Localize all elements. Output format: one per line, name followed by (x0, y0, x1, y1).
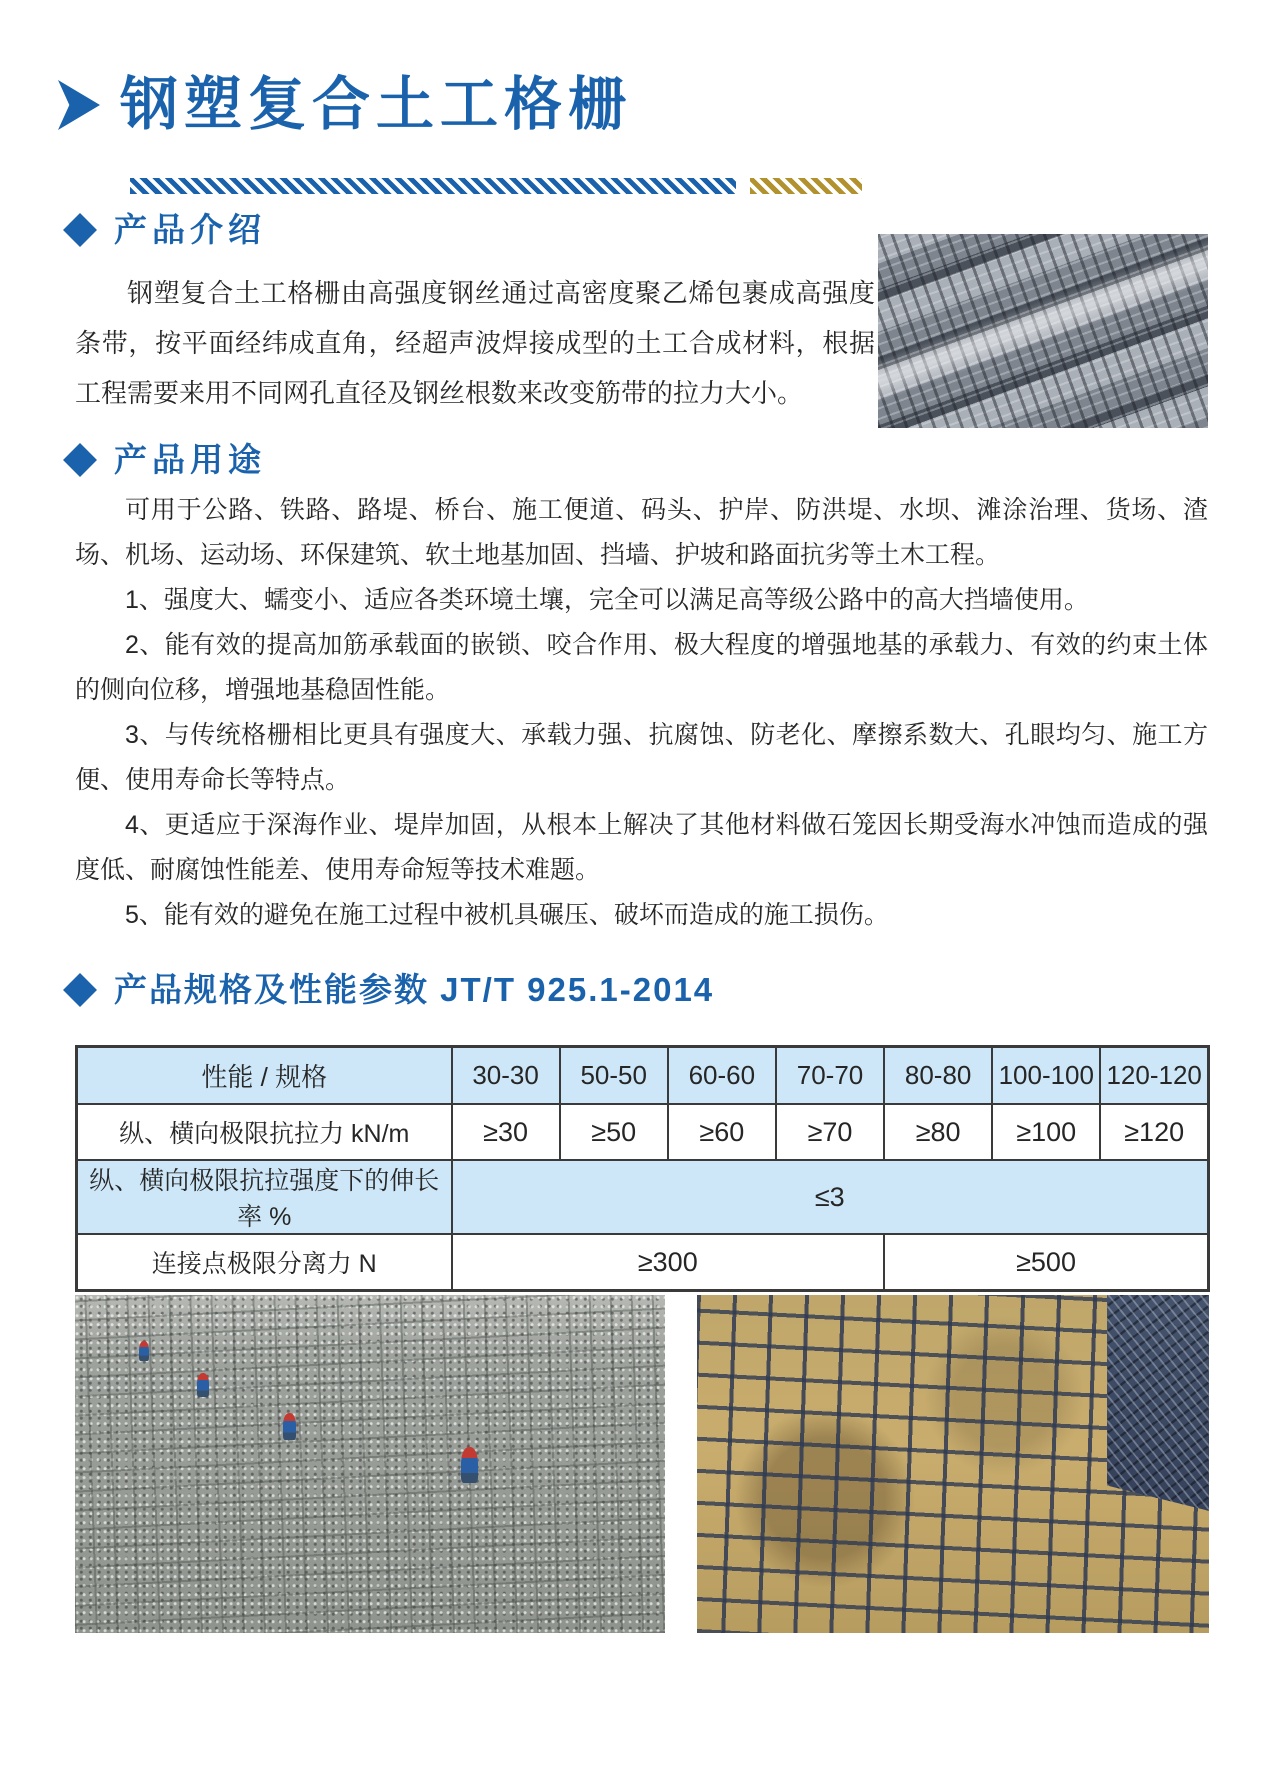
spec-col-header: 50-50 (560, 1047, 668, 1105)
spec-col-header: 60-60 (668, 1047, 776, 1105)
worker-figure (461, 1447, 478, 1483)
uses-body (75, 488, 1208, 938)
uses-item-2: 2、能有效的提高加筋承载面的嵌锁、咬合作用、极大程度的增强地基的承载力、有效的约束土体的侧向位移，增强地基稳固性能。 (75, 631, 1208, 704)
spec-col-header: 80-80 (884, 1047, 992, 1105)
spec-row-tensile (77, 1104, 1209, 1160)
spec-value: ≥60 (668, 1104, 776, 1160)
uses-item-3: 3、与传统格栅相比更具有强度大、承载力强、抗腐蚀、防老化、摩擦系数大、孔眼均匀、施工方便、使用寿命长等特点。 (75, 721, 1208, 794)
spec-value: ≥100 (992, 1104, 1100, 1160)
uses-lead-paragraph: 可用于公路、铁路、路堤、桥台、施工便道、码头、护岸、防洪堤、水坝、滩涂治理、货场、渣场、机场、运动场、环保建筑、软土地基加固、挡墙、护坡和路面抗劣等土木工程。 (75, 496, 1208, 569)
spec-value: ≥50 (560, 1104, 668, 1160)
spec-row-label: 纵、横向极限抗拉力 kN/m (77, 1104, 452, 1160)
section-title-uses: 产品用途 (114, 441, 266, 478)
spec-value: ≥80 (884, 1104, 992, 1160)
spec-table-header-row (77, 1047, 1209, 1105)
section-title-intro: 产品介绍 (114, 211, 266, 248)
section-header-uses (68, 442, 266, 478)
page-title: 钢塑复合土工格栅 (120, 72, 633, 137)
spec-value: ≥70 (776, 1104, 884, 1160)
uses-item-1: 1、强度大、蠕变小、适应各类环境土壤，完全可以满足高等级公路中的高大挡墙使用。 (125, 586, 1089, 614)
hatch-blue-segment (130, 178, 736, 194)
spec-value-merged: ≤3 (452, 1160, 1209, 1234)
spec-row-label: 纵、横向极限抗拉强度下的伸长率 % (77, 1160, 452, 1234)
spec-row-junction (77, 1234, 1209, 1291)
worker-figure (283, 1413, 296, 1440)
spec-col-header: 70-70 (776, 1047, 884, 1105)
diamond-icon (63, 973, 97, 1007)
spec-col-header: 100-100 (992, 1047, 1100, 1105)
construction-site-photo-left (75, 1295, 665, 1633)
section-header-specs (68, 972, 714, 1008)
page-title-row (58, 72, 633, 137)
spec-value: ≥120 (1100, 1104, 1208, 1160)
spec-table (75, 1045, 1210, 1292)
intro-paragraph: 钢塑复合土工格栅由高强度钢丝通过高密度聚乙烯包裹成高强度条带，按平面经纬成直角，经超声波焊接成型的土工合成材料，根据工程需要来用不同网孔直径及钢丝根数来改变筋带的拉力大小。 (75, 278, 875, 408)
decorative-hatch-rule (130, 178, 862, 194)
worker-figure (139, 1341, 149, 1361)
spec-value: ≥30 (452, 1104, 560, 1160)
diamond-icon (63, 443, 97, 477)
worker-figure (197, 1373, 209, 1397)
geogrid-installation-photo-right (697, 1295, 1209, 1633)
uses-item-4: 4、更适应于深海作业、堤岸加固，从根本上解决了其他材料做石笼因长期受海水冲蚀而造成的强度低、耐腐蚀性能差、使用寿命短等技术难题。 (75, 811, 1208, 884)
geogrid-roll-edge (1107, 1295, 1209, 1511)
geogrid-rolls-photo (878, 234, 1208, 428)
diamond-icon (63, 213, 97, 247)
arrow-right-icon (58, 80, 100, 130)
spec-value-merged: ≥500 (884, 1234, 1208, 1291)
spec-row-elongation (77, 1160, 1209, 1234)
section-header-intro (68, 212, 266, 248)
hatch-gold-segment (750, 178, 862, 194)
spec-row-label: 连接点极限分离力 N (77, 1234, 452, 1291)
uses-item-5: 5、能有效的避免在施工过程中被机具碾压、破坏而造成的施工损伤。 (125, 901, 889, 929)
spec-col-header: 性能 / 规格 (77, 1047, 452, 1105)
section-title-specs: 产品规格及性能参数 JT/T 925.1-2014 (114, 971, 715, 1008)
spec-value-merged: ≥300 (452, 1234, 885, 1291)
spec-col-header: 120-120 (1100, 1047, 1208, 1105)
spec-col-header: 30-30 (452, 1047, 560, 1105)
